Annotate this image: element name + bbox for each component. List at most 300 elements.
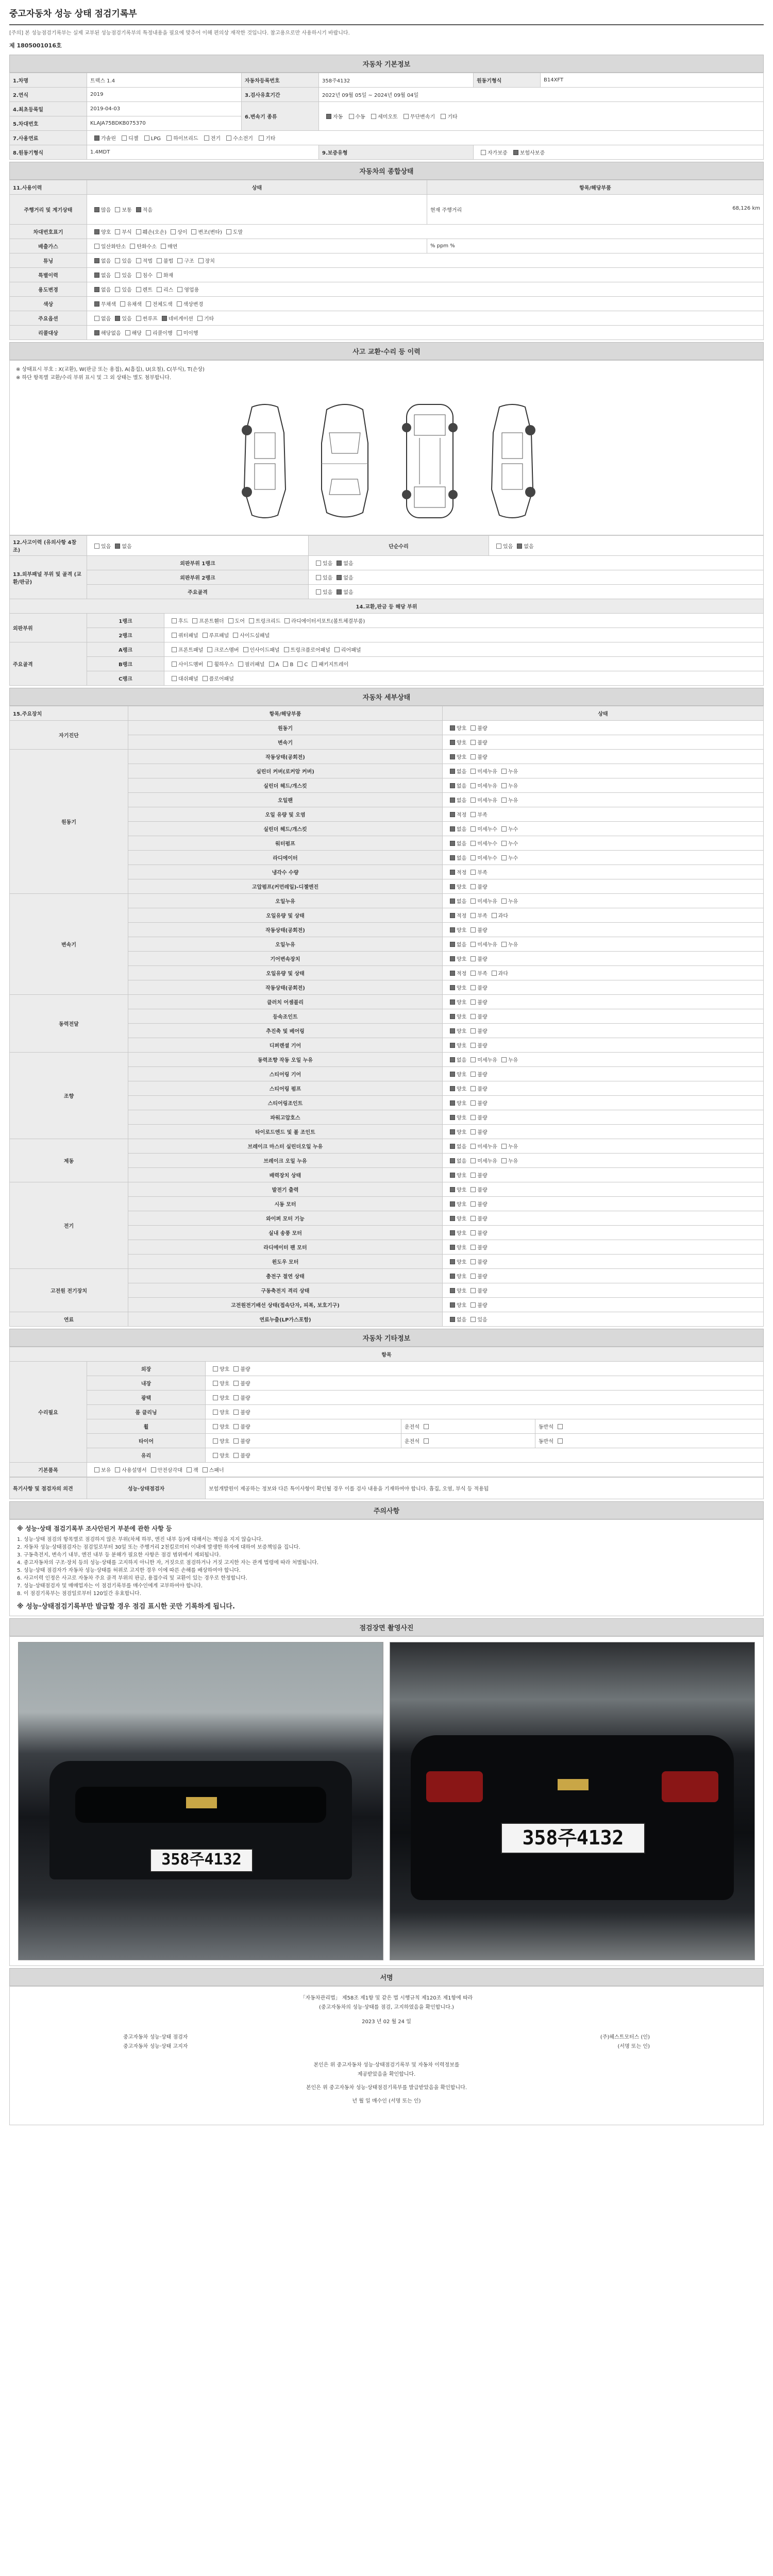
notifier-sign[interactable]: (서명 또는 인) bbox=[617, 2044, 650, 2049]
checkbox[interactable] bbox=[243, 647, 248, 652]
checkbox[interactable] bbox=[558, 1424, 563, 1429]
checkbox[interactable] bbox=[450, 985, 455, 990]
option-label: 양호 bbox=[457, 1000, 467, 1006]
checkbox[interactable] bbox=[316, 561, 321, 566]
mileage-cell bbox=[427, 195, 764, 225]
checkbox[interactable] bbox=[558, 1438, 563, 1444]
checkbox[interactable] bbox=[492, 913, 497, 918]
checkbox[interactable] bbox=[470, 1057, 476, 1062]
checkbox[interactable] bbox=[470, 1216, 476, 1221]
checkbox[interactable] bbox=[501, 826, 507, 832]
checkbox[interactable] bbox=[470, 1259, 476, 1264]
checkbox[interactable] bbox=[450, 798, 455, 803]
option-group bbox=[87, 297, 764, 311]
option-label: 해당 bbox=[131, 331, 142, 336]
detail-item-label: 작동상태(공회전) bbox=[128, 750, 443, 764]
checkbox[interactable] bbox=[94, 316, 99, 321]
checkbox[interactable] bbox=[470, 1043, 476, 1048]
checkbox[interactable] bbox=[166, 135, 172, 141]
checkbox[interactable] bbox=[470, 754, 476, 759]
checkbox[interactable] bbox=[157, 273, 162, 278]
checkbox[interactable] bbox=[450, 999, 455, 1005]
checkbox[interactable] bbox=[450, 1187, 455, 1192]
option-label: 부족 bbox=[477, 812, 488, 818]
detail-item-label: 구동축전지 격리 상태 bbox=[128, 1283, 443, 1298]
option-group bbox=[87, 326, 764, 340]
checkbox[interactable] bbox=[450, 942, 455, 947]
checkbox[interactable] bbox=[233, 1410, 239, 1415]
option-label: 미이행 bbox=[183, 331, 198, 336]
option-label: 미세누유 bbox=[477, 1058, 497, 1063]
checkbox[interactable] bbox=[501, 798, 507, 803]
option-label: 양호 bbox=[457, 1043, 467, 1049]
option-group bbox=[443, 822, 764, 836]
checkbox[interactable] bbox=[450, 826, 455, 832]
option-label: 없음 bbox=[457, 769, 467, 775]
checkbox[interactable] bbox=[450, 1028, 455, 1033]
checkbox[interactable] bbox=[450, 1302, 455, 1308]
frame-group: 주요골격 bbox=[10, 642, 87, 686]
checkbox[interactable] bbox=[94, 244, 99, 249]
section-overall: 자동차의 종합상태 bbox=[9, 162, 764, 180]
checkbox[interactable] bbox=[151, 1467, 156, 1472]
option-label: 양호 bbox=[457, 755, 467, 760]
checkbox[interactable] bbox=[192, 618, 197, 623]
checkbox[interactable] bbox=[269, 662, 274, 667]
option-label: 있음 bbox=[503, 544, 513, 550]
checkbox[interactable] bbox=[233, 1438, 239, 1444]
checkbox[interactable] bbox=[470, 1158, 476, 1163]
checkbox[interactable] bbox=[213, 1395, 218, 1400]
option-group bbox=[206, 1405, 764, 1419]
checkbox[interactable] bbox=[470, 725, 476, 731]
checkbox[interactable] bbox=[470, 1274, 476, 1279]
checkbox[interactable] bbox=[470, 942, 476, 947]
checkbox[interactable] bbox=[404, 114, 409, 119]
option-label: 렌트 bbox=[142, 287, 153, 293]
checkbox[interactable] bbox=[115, 287, 120, 292]
row-label: 배출가스 bbox=[10, 239, 87, 253]
checkbox[interactable] bbox=[501, 855, 507, 860]
detail-item-label: 동력조향 작동 오일 누유 bbox=[128, 1053, 443, 1067]
detail-table bbox=[9, 706, 764, 1327]
inspector-sign[interactable]: (주)헤스트모터스 (인) bbox=[600, 2035, 650, 2040]
checkbox[interactable] bbox=[172, 633, 177, 638]
checkbox[interactable] bbox=[450, 1100, 455, 1106]
checkbox[interactable] bbox=[316, 575, 321, 580]
tail-light-left bbox=[426, 1771, 483, 1802]
note-line: 2. 자동차 성능·상태점검자는 점검일로부터 30일 또는 주행거리 2천킬로미터 이내에 발생한 하자에 대하여 보증책임을 집니다. bbox=[17, 1545, 300, 1550]
fuel-options bbox=[87, 131, 764, 145]
checkbox[interactable] bbox=[233, 633, 238, 638]
tail-light-right bbox=[662, 1771, 718, 1802]
checkbox[interactable] bbox=[470, 769, 476, 774]
checkbox[interactable] bbox=[238, 662, 243, 667]
side-label: 동반석 bbox=[539, 1439, 553, 1445]
checkbox[interactable] bbox=[450, 783, 455, 788]
checkbox[interactable] bbox=[228, 618, 233, 623]
inspection-validity-label: 3.검사유효기간 bbox=[242, 88, 319, 102]
diagram-legend bbox=[16, 366, 205, 382]
detail-item-label: 스티어링 펌프 bbox=[128, 1081, 443, 1096]
checkbox[interactable] bbox=[470, 1245, 476, 1250]
option-label: 있음 bbox=[122, 316, 132, 322]
checkbox[interactable] bbox=[213, 1366, 218, 1371]
col-header: 상태 bbox=[87, 180, 427, 195]
checkbox[interactable] bbox=[161, 244, 166, 249]
checkbox[interactable] bbox=[94, 229, 99, 234]
option-label: 없음 bbox=[343, 561, 354, 567]
checkbox[interactable] bbox=[122, 135, 127, 141]
checkbox[interactable] bbox=[501, 899, 507, 904]
option-label: 누유 bbox=[508, 769, 518, 775]
checkbox[interactable] bbox=[94, 301, 99, 307]
checkbox[interactable] bbox=[115, 229, 120, 234]
checkbox[interactable] bbox=[120, 301, 125, 307]
checkbox[interactable] bbox=[94, 135, 99, 141]
checkbox[interactable] bbox=[481, 150, 486, 155]
option-label: 불량 bbox=[240, 1410, 250, 1416]
checkbox[interactable] bbox=[470, 1028, 476, 1033]
checkbox[interactable] bbox=[450, 956, 455, 961]
checkbox[interactable] bbox=[492, 971, 497, 976]
rank-name: C랭크 bbox=[87, 671, 164, 686]
car-front-photo[interactable] bbox=[18, 1642, 383, 1960]
checkbox[interactable] bbox=[470, 1173, 476, 1178]
checkbox[interactable] bbox=[424, 1424, 429, 1429]
checkbox[interactable] bbox=[450, 1317, 455, 1322]
checkbox[interactable] bbox=[501, 1057, 507, 1062]
option-label: 없음 bbox=[457, 784, 467, 789]
checkbox[interactable] bbox=[470, 826, 476, 832]
buyer-sign[interactable]: 년 월 일 매수인 (서명 또는 인) bbox=[352, 2098, 421, 2104]
checkbox[interactable] bbox=[450, 855, 455, 860]
checkbox[interactable] bbox=[470, 956, 476, 961]
checkbox[interactable] bbox=[470, 1129, 476, 1134]
checkbox[interactable] bbox=[136, 207, 141, 212]
option-group bbox=[87, 225, 764, 239]
checkbox[interactable] bbox=[203, 633, 208, 638]
checkbox[interactable] bbox=[177, 287, 182, 292]
checkbox[interactable] bbox=[172, 647, 177, 652]
option-label: 부식 bbox=[122, 230, 132, 235]
option-group bbox=[87, 195, 427, 225]
option-label: B bbox=[290, 662, 294, 668]
sign-line: 「자동차관리법」 제58조 제1항 및 같은 법 시행규칙 제120조 제1항에 따라 bbox=[300, 1995, 473, 2001]
checkbox[interactable] bbox=[470, 855, 476, 860]
option-group bbox=[443, 851, 764, 865]
option-label: 있음 bbox=[122, 287, 132, 293]
checkbox[interactable] bbox=[450, 1259, 455, 1264]
checkbox[interactable] bbox=[450, 1230, 455, 1235]
option-group bbox=[443, 1110, 764, 1125]
detail-item-label: 타이로드엔드 및 볼 조인트 bbox=[128, 1125, 443, 1139]
checkbox[interactable] bbox=[450, 1288, 455, 1293]
checkbox[interactable] bbox=[450, 1129, 455, 1134]
checkbox[interactable] bbox=[501, 783, 507, 788]
checkbox[interactable] bbox=[136, 258, 141, 263]
section-other-info: 자동차 기타정보 bbox=[9, 1329, 764, 1347]
checkbox[interactable] bbox=[94, 287, 99, 292]
checkbox[interactable] bbox=[371, 114, 376, 119]
option-label: 불량 bbox=[477, 1216, 488, 1222]
checkbox[interactable] bbox=[213, 1424, 218, 1429]
car-rear-photo[interactable] bbox=[390, 1642, 755, 1960]
checkbox[interactable] bbox=[450, 1216, 455, 1221]
repair-group-label: 수리필요 bbox=[10, 1362, 87, 1463]
checkbox[interactable] bbox=[450, 1274, 455, 1279]
checkbox[interactable] bbox=[203, 676, 208, 681]
checkbox[interactable] bbox=[470, 1187, 476, 1192]
option-label: 일산화탄소 bbox=[101, 244, 126, 250]
checkbox[interactable] bbox=[334, 647, 340, 652]
detail-item-label: 오일유량 및 상태 bbox=[128, 966, 443, 980]
checkbox[interactable] bbox=[424, 1438, 429, 1444]
checkbox[interactable] bbox=[501, 841, 507, 846]
checkbox[interactable] bbox=[501, 769, 507, 774]
checkbox[interactable] bbox=[450, 927, 455, 933]
checkbox[interactable] bbox=[450, 1014, 455, 1019]
checkbox[interactable] bbox=[177, 301, 182, 307]
checkbox[interactable] bbox=[501, 1158, 507, 1163]
checkbox[interactable] bbox=[450, 769, 455, 774]
option-label: 전체도색 bbox=[152, 302, 173, 308]
detail-item-label: 브레이크 마스터 실린더오일 누유 bbox=[128, 1139, 443, 1154]
checkbox[interactable] bbox=[513, 150, 518, 155]
checkbox[interactable] bbox=[450, 740, 455, 745]
checkbox[interactable] bbox=[501, 1144, 507, 1149]
section-detail: 자동차 세부상태 bbox=[9, 688, 764, 706]
checkbox[interactable] bbox=[470, 1230, 476, 1235]
option-label: 없음 bbox=[343, 590, 354, 596]
checkbox[interactable] bbox=[470, 1086, 476, 1091]
option-label: 없음 bbox=[457, 1144, 467, 1150]
option-group bbox=[443, 923, 764, 937]
checkbox[interactable] bbox=[450, 913, 455, 918]
checkbox[interactable] bbox=[233, 1453, 239, 1458]
checkbox[interactable] bbox=[450, 870, 455, 875]
checkbox[interactable] bbox=[115, 207, 120, 212]
checkbox[interactable] bbox=[450, 754, 455, 759]
checkbox[interactable] bbox=[450, 841, 455, 846]
detail-item-label: 오일누유 bbox=[128, 894, 443, 908]
checkbox[interactable] bbox=[517, 544, 522, 549]
checkbox[interactable] bbox=[125, 330, 130, 335]
checkbox[interactable] bbox=[450, 1144, 455, 1149]
checkbox[interactable] bbox=[501, 942, 507, 947]
checkbox[interactable] bbox=[172, 676, 177, 681]
option-group bbox=[443, 1197, 764, 1211]
option-label: 미세누유 bbox=[477, 798, 497, 804]
checkbox[interactable] bbox=[94, 1467, 99, 1472]
other-item-label: 내장 bbox=[87, 1376, 206, 1391]
checkbox[interactable] bbox=[470, 1100, 476, 1106]
checkbox[interactable] bbox=[136, 287, 141, 292]
checkbox[interactable] bbox=[259, 135, 264, 141]
checkbox[interactable] bbox=[94, 273, 99, 278]
col-header: 15.주요장치 bbox=[10, 706, 128, 721]
checkbox[interactable] bbox=[470, 899, 476, 904]
checkbox[interactable] bbox=[450, 1043, 455, 1048]
checkbox[interactable] bbox=[470, 1115, 476, 1120]
checkbox[interactable] bbox=[470, 1072, 476, 1077]
checkbox[interactable] bbox=[136, 273, 141, 278]
checkbox[interactable] bbox=[312, 662, 317, 667]
checkbox[interactable] bbox=[470, 1144, 476, 1149]
checkbox[interactable] bbox=[450, 1158, 455, 1163]
option-label: 유채색 bbox=[126, 302, 142, 308]
checkbox[interactable] bbox=[470, 1201, 476, 1207]
option-label: 불량 bbox=[477, 986, 488, 991]
option-label: 없음 bbox=[457, 827, 467, 833]
option-label: 불량 bbox=[477, 1087, 488, 1092]
checkbox[interactable] bbox=[337, 561, 342, 566]
checkbox[interactable] bbox=[172, 618, 177, 623]
legend-line: ※ 상태표시 부호 : X(교환), W(판금 또는 용접), A(흠집), U(요철), C(부식), T(손상) bbox=[16, 367, 205, 372]
checkbox[interactable] bbox=[470, 1317, 476, 1322]
checkbox[interactable] bbox=[496, 544, 501, 549]
checkbox[interactable] bbox=[204, 135, 209, 141]
checkbox[interactable] bbox=[450, 1115, 455, 1120]
checkbox[interactable] bbox=[115, 273, 120, 278]
checkbox[interactable] bbox=[213, 1438, 218, 1444]
detail-item-label: 작동상태(공회전) bbox=[128, 923, 443, 937]
checkbox[interactable] bbox=[337, 575, 342, 580]
checkbox[interactable] bbox=[297, 662, 303, 667]
checkbox[interactable] bbox=[470, 740, 476, 745]
checkbox[interactable] bbox=[316, 589, 321, 595]
checkbox[interactable] bbox=[213, 1381, 218, 1386]
checkbox[interactable] bbox=[470, 971, 476, 976]
rank-label: 외판부위 1랭크 bbox=[87, 556, 309, 570]
side-label: 운전석 bbox=[405, 1439, 419, 1445]
option-label: 불법 bbox=[163, 259, 174, 264]
checkbox[interactable] bbox=[470, 798, 476, 803]
checkbox[interactable] bbox=[115, 316, 120, 321]
checkbox[interactable] bbox=[284, 647, 289, 652]
checkbox[interactable] bbox=[94, 207, 99, 212]
checkbox[interactable] bbox=[450, 1245, 455, 1250]
checkbox[interactable] bbox=[94, 544, 99, 549]
plate-value: 358주4132 bbox=[319, 73, 474, 88]
checkbox[interactable] bbox=[470, 884, 476, 889]
checkbox[interactable] bbox=[162, 316, 167, 321]
checkbox[interactable] bbox=[349, 114, 354, 119]
checkbox[interactable] bbox=[470, 1014, 476, 1019]
checkbox[interactable] bbox=[450, 1072, 455, 1077]
checkbox[interactable] bbox=[171, 229, 176, 234]
checkbox[interactable] bbox=[450, 812, 455, 817]
accident-table bbox=[9, 535, 764, 686]
option-label: 불량 bbox=[477, 726, 488, 732]
inspection-validity-value: 2022년 09월 05일 ~ 2024년 09월 04일 bbox=[319, 88, 764, 102]
option-label: 불량 bbox=[477, 755, 488, 760]
checkbox[interactable] bbox=[326, 114, 331, 119]
checkbox[interactable] bbox=[115, 258, 120, 263]
checkbox[interactable] bbox=[441, 114, 446, 119]
checkbox[interactable] bbox=[177, 330, 182, 335]
checkbox[interactable] bbox=[115, 544, 120, 549]
option-label: 화재 bbox=[163, 273, 174, 279]
checkbox[interactable] bbox=[130, 244, 135, 249]
checkbox[interactable] bbox=[157, 287, 162, 292]
checkbox[interactable] bbox=[470, 841, 476, 846]
checkbox[interactable] bbox=[450, 1173, 455, 1178]
checkbox[interactable] bbox=[115, 1467, 120, 1472]
checkbox[interactable] bbox=[450, 884, 455, 889]
option-group bbox=[443, 1009, 764, 1024]
checkbox[interactable] bbox=[136, 316, 141, 321]
checkbox[interactable] bbox=[337, 589, 342, 595]
checkbox[interactable] bbox=[226, 135, 231, 141]
checkbox[interactable] bbox=[450, 899, 455, 904]
option-group bbox=[206, 1419, 401, 1434]
option-label: 양호 bbox=[457, 1101, 467, 1107]
checkbox[interactable] bbox=[233, 1366, 239, 1371]
checkbox[interactable] bbox=[203, 1467, 208, 1472]
checkbox[interactable] bbox=[198, 258, 204, 263]
checkbox[interactable] bbox=[450, 1057, 455, 1062]
checkbox[interactable] bbox=[94, 330, 99, 335]
checkbox[interactable] bbox=[470, 1288, 476, 1293]
option-label: 상이 bbox=[177, 230, 188, 235]
checkbox[interactable] bbox=[283, 662, 288, 667]
option-label: 기타 bbox=[447, 114, 458, 120]
checkbox[interactable] bbox=[207, 662, 212, 667]
checkbox[interactable] bbox=[197, 316, 203, 321]
checkbox[interactable] bbox=[450, 971, 455, 976]
checkbox[interactable] bbox=[157, 258, 162, 263]
checkbox[interactable] bbox=[233, 1395, 239, 1400]
checkbox[interactable] bbox=[172, 662, 177, 667]
checkbox[interactable] bbox=[187, 1467, 192, 1472]
checkbox[interactable] bbox=[213, 1453, 218, 1458]
checkbox[interactable] bbox=[226, 229, 231, 234]
section-signature: 서명 bbox=[9, 1968, 764, 1986]
checkbox[interactable] bbox=[249, 618, 254, 623]
checkbox[interactable] bbox=[450, 1086, 455, 1091]
checkbox[interactable] bbox=[470, 1302, 476, 1308]
checkbox[interactable] bbox=[136, 229, 141, 234]
checkbox[interactable] bbox=[94, 258, 99, 263]
checkbox[interactable] bbox=[470, 999, 476, 1005]
checkbox[interactable] bbox=[470, 913, 476, 918]
checkbox[interactable] bbox=[470, 870, 476, 875]
checkbox[interactable] bbox=[144, 135, 149, 141]
checkbox[interactable] bbox=[470, 783, 476, 788]
checkbox[interactable] bbox=[207, 647, 212, 652]
checkbox[interactable] bbox=[233, 1424, 239, 1429]
checkbox[interactable] bbox=[450, 1201, 455, 1207]
checkbox[interactable] bbox=[213, 1410, 218, 1415]
option-group bbox=[443, 1139, 764, 1154]
opinion-text: 보험개발원이 제공하는 정보와 다른 특이사항이 확인될 경우 이를 검사 내용을 기재하여야 합니다. 흡집, 오염, 부식 등 적용됨 bbox=[206, 1478, 764, 1499]
checkbox[interactable] bbox=[191, 229, 196, 234]
checkbox[interactable] bbox=[450, 725, 455, 731]
detail-item-label: 고압펌프(커먼레일)-디젤엔진 bbox=[128, 879, 443, 894]
checkbox[interactable] bbox=[284, 618, 290, 623]
detail-group-label: 전기 bbox=[10, 1182, 128, 1269]
checkbox[interactable] bbox=[470, 985, 476, 990]
checkbox[interactable] bbox=[470, 927, 476, 933]
checkbox[interactable] bbox=[146, 330, 151, 335]
checkbox[interactable] bbox=[146, 301, 151, 307]
option-label: 사이드실패널 bbox=[240, 633, 270, 639]
checkbox[interactable] bbox=[177, 258, 182, 263]
option-group bbox=[443, 1024, 764, 1038]
checkbox[interactable] bbox=[470, 812, 476, 817]
checkbox[interactable] bbox=[233, 1381, 239, 1386]
